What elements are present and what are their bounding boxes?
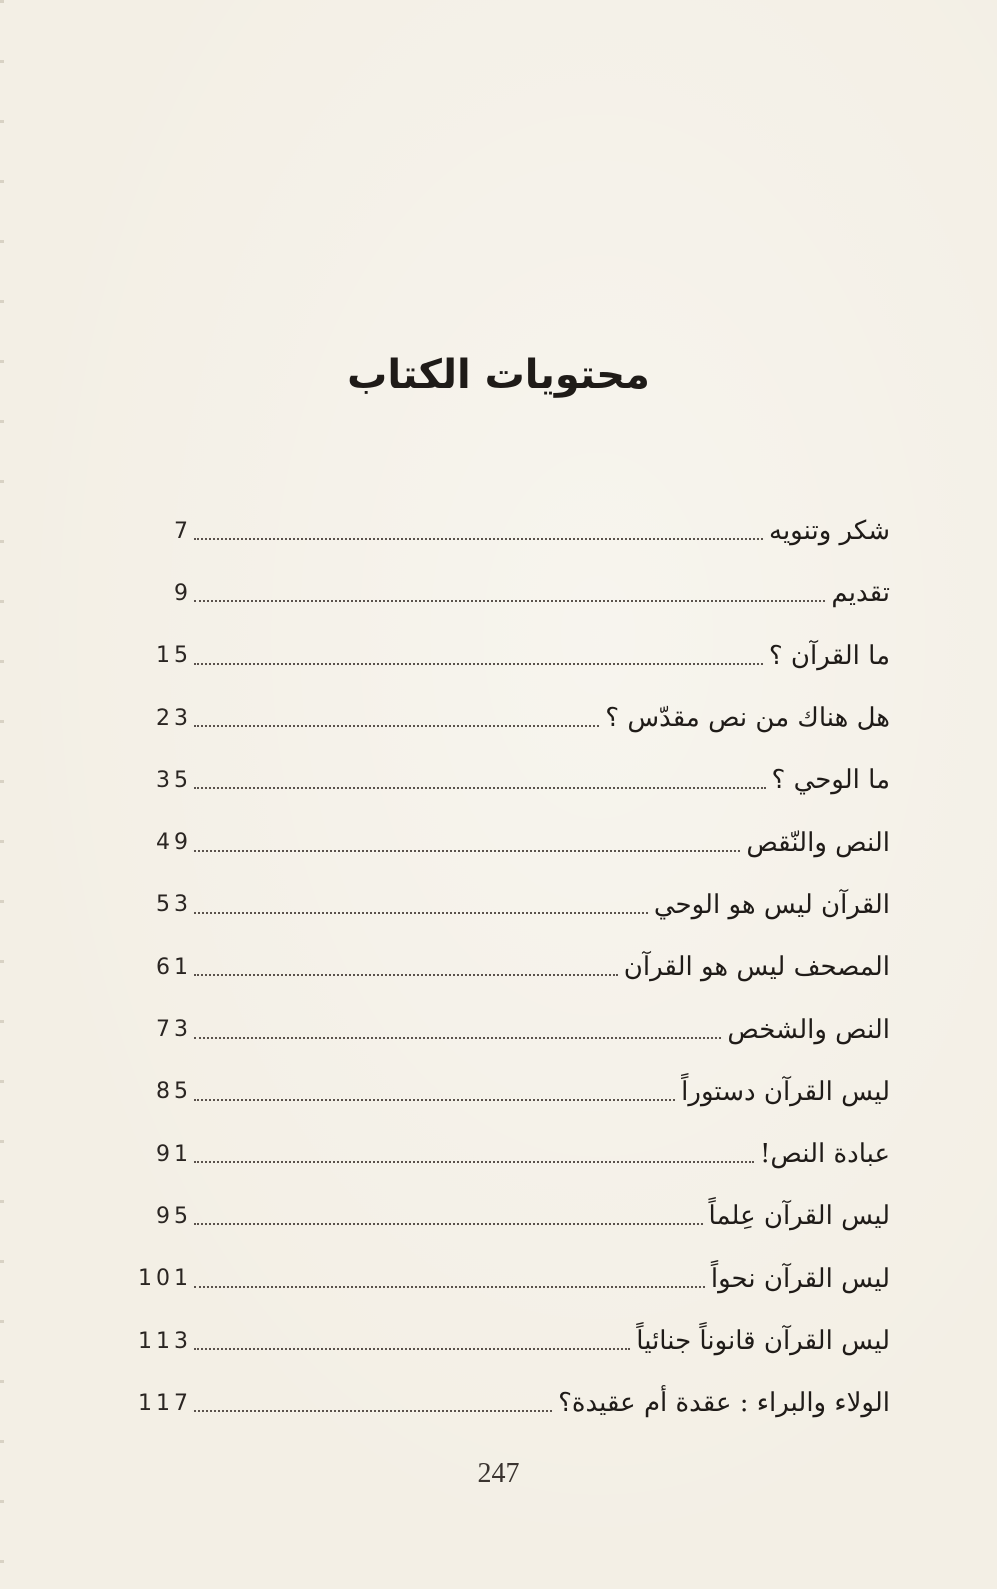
- toc-page-number: 117: [138, 1390, 192, 1416]
- toc-leader-dots: [194, 912, 648, 914]
- toc-entry: [130, 1185, 890, 1247]
- toc-leader-dots: [194, 1348, 630, 1350]
- toc-entry: [130, 687, 890, 749]
- toc-page-number: 49: [156, 830, 192, 856]
- toc-leader-dots: [194, 1099, 675, 1101]
- toc-leader-dots: [194, 725, 599, 727]
- toc-page-number: 61: [156, 954, 192, 980]
- toc-page-number: 73: [156, 1017, 192, 1043]
- toc-page-number: 23: [156, 705, 192, 731]
- toc-page-number: 85: [156, 1079, 192, 1105]
- toc-title: المصحف ليس هو القرآن: [623, 952, 890, 983]
- toc-title: ما الوحي ؟: [771, 765, 890, 796]
- toc-leader-dots: [194, 663, 763, 665]
- toc-entry: [130, 998, 890, 1060]
- toc-entry: [130, 1061, 890, 1123]
- toc-title: تقديم: [831, 578, 890, 609]
- toc-entry: [130, 874, 890, 936]
- toc-entry: [130, 811, 890, 873]
- page-edge: [0, 0, 4, 1589]
- toc-page-number: 35: [156, 767, 192, 793]
- toc-leader-dots: [194, 850, 740, 852]
- toc-entry: [130, 1310, 890, 1372]
- toc-title: الولاء والبراء : عقدة أم عقيدة؟: [558, 1388, 890, 1419]
- toc-entry: [130, 1248, 890, 1310]
- toc-title: ليس القرآن دستوراً: [681, 1076, 890, 1107]
- toc-leader-dots: [194, 1410, 552, 1412]
- toc-title: القرآن ليس هو الوحي: [653, 889, 890, 920]
- toc-page-number: 7: [174, 518, 192, 544]
- page-number: 247: [477, 1458, 520, 1489]
- table-of-contents: [130, 500, 890, 1434]
- toc-entry: [130, 1372, 890, 1434]
- toc-entry: [130, 1123, 890, 1185]
- toc-entry: [130, 562, 890, 624]
- toc-title: ليس القرآن قانوناً جنائياً: [636, 1326, 890, 1356]
- toc-title: ما القرآن ؟: [768, 640, 890, 671]
- toc-leader-dots: [194, 600, 825, 602]
- toc-title: هل هناك من نص مقدّس ؟: [605, 703, 890, 734]
- toc-page-number: 101: [138, 1266, 192, 1292]
- toc-page-number: 53: [156, 892, 192, 918]
- toc-page-number: 113: [138, 1328, 192, 1354]
- toc-title: النص والنّقص: [746, 827, 890, 858]
- toc-leader-dots: [194, 1161, 754, 1163]
- toc-leader-dots: [194, 1286, 705, 1288]
- toc-title: عبادة النص!: [759, 1139, 890, 1170]
- toc-leader-dots: [194, 1037, 721, 1039]
- toc-leader-dots: [194, 1223, 703, 1225]
- toc-title: ليس القرآن عِلماً: [708, 1201, 890, 1232]
- toc-page-number: 9: [174, 580, 192, 606]
- toc-entry: [130, 500, 890, 562]
- toc-page-number: 95: [156, 1203, 192, 1229]
- toc-entry: [130, 936, 890, 998]
- toc-title: ليس القرآن نحواً: [710, 1263, 890, 1294]
- toc-entry: [130, 749, 890, 811]
- toc-entry: [130, 625, 890, 687]
- toc-page-number: 15: [156, 643, 192, 669]
- toc-title: النص والشخص: [727, 1014, 890, 1045]
- page-title: محتويات الكتاب: [347, 352, 650, 398]
- toc-leader-dots: [194, 787, 766, 789]
- toc-page-number: 91: [156, 1141, 192, 1167]
- toc-leader-dots: [194, 538, 763, 540]
- toc-title: شكر وتنويه: [769, 516, 890, 547]
- toc-leader-dots: [194, 974, 618, 976]
